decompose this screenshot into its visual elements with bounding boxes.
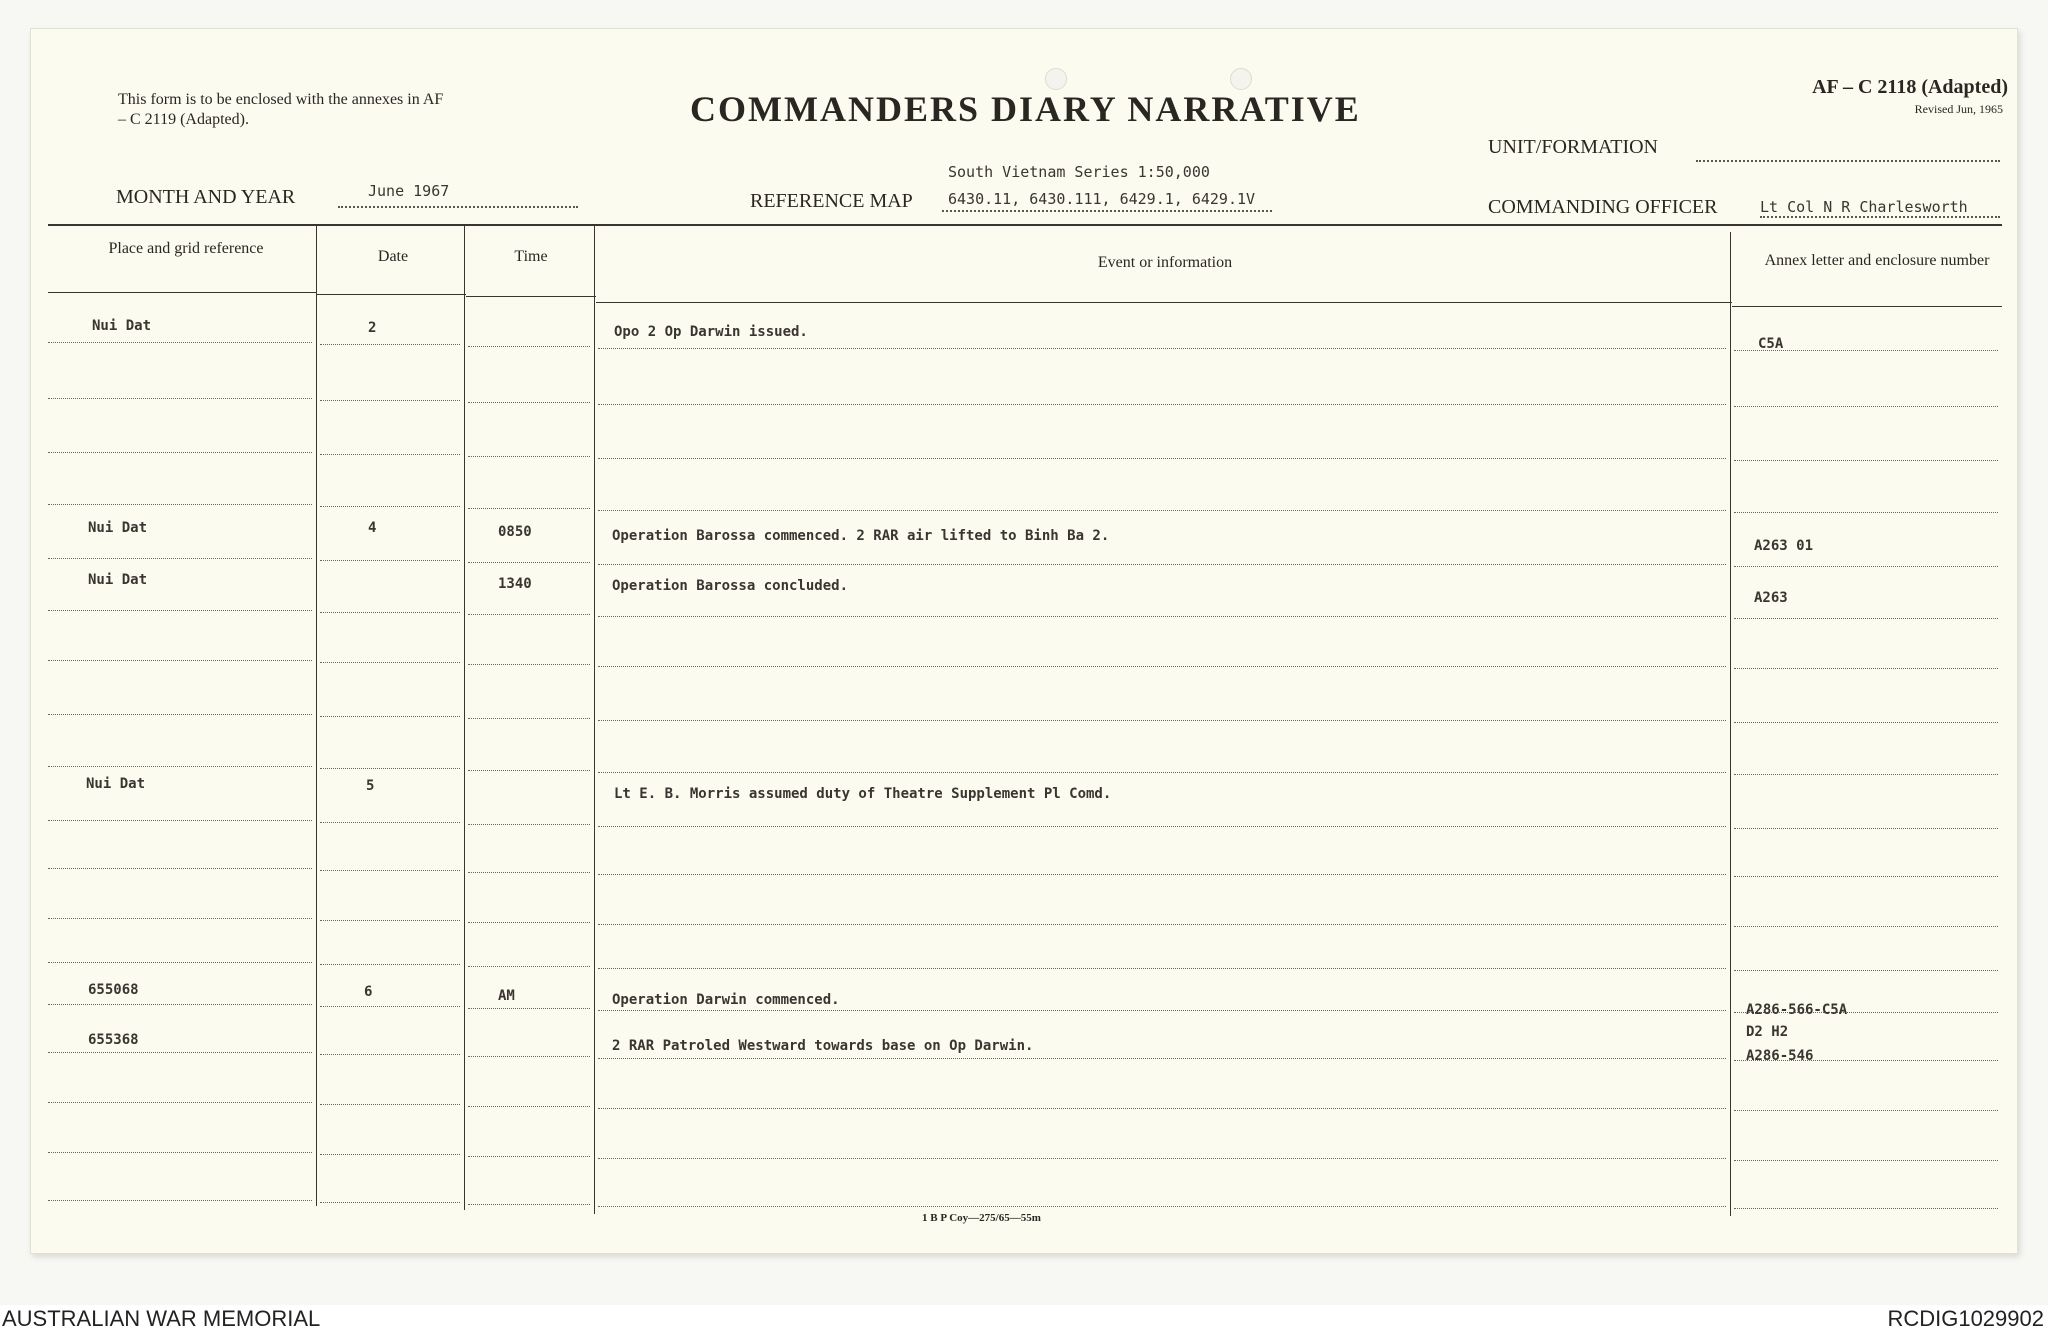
ruled-line <box>598 1206 1726 1207</box>
ruled-line <box>1734 876 1998 877</box>
entry-event: 2 RAR Patroled Westward towards base on Op Darwin. <box>612 1038 1034 1054</box>
entry-date: 6 <box>364 984 373 1000</box>
ruled-line <box>1734 1208 1998 1209</box>
ruled-line <box>320 716 460 717</box>
ruled-line <box>598 1010 1726 1011</box>
ruled-line <box>1734 566 1998 567</box>
ruled-line <box>468 966 590 967</box>
ruled-line <box>598 720 1726 721</box>
col-header-time: Time <box>514 248 548 265</box>
ruled-line <box>468 664 590 665</box>
ruled-line <box>598 924 1726 925</box>
ruled-line <box>1734 1160 1998 1161</box>
ruled-line <box>1734 668 1998 669</box>
entry-event: Operation Darwin commenced. <box>612 992 840 1008</box>
ruled-line <box>320 1006 460 1007</box>
entry-place: Nui Dat <box>88 520 148 536</box>
ruled-line <box>468 1106 590 1107</box>
ruled-line <box>320 1054 460 1055</box>
unit-formation-field <box>1696 160 2000 162</box>
entry-annex: A263 01 <box>1754 538 1814 554</box>
ruled-line <box>598 564 1726 565</box>
unit-formation-label: UNIT/FORMATION <box>1488 136 1658 158</box>
ruled-line <box>468 1008 590 1009</box>
entry-place: 655368 <box>88 1032 139 1048</box>
ruled-line <box>598 666 1726 667</box>
ruled-line <box>598 1108 1726 1109</box>
ruled-line <box>468 508 590 509</box>
ruled-line <box>468 456 590 457</box>
ruled-line <box>48 714 312 715</box>
ruled-line <box>468 1156 590 1157</box>
entry-annex: A286-566-C5A <box>1746 1002 1848 1018</box>
header-rule <box>466 296 596 297</box>
punch-hole <box>1230 68 1252 90</box>
entry-annex: C5A <box>1758 336 1784 352</box>
ruled-line <box>320 1202 460 1203</box>
ruled-line <box>48 558 312 559</box>
ruled-line <box>1734 460 1998 461</box>
ruled-line <box>48 918 312 919</box>
col-header-event: Event or information <box>1097 254 1233 271</box>
ruled-line <box>48 868 312 869</box>
month-year-value: June 1967 <box>368 182 450 200</box>
ruled-line <box>468 872 590 873</box>
ruled-line <box>48 1052 312 1053</box>
ruled-line <box>320 964 460 965</box>
ruled-line <box>48 398 312 399</box>
ruled-line <box>598 510 1726 511</box>
entry-place: Nui Dat <box>88 572 148 588</box>
ruled-line <box>48 342 312 343</box>
ruled-line <box>320 454 460 455</box>
ruled-line <box>598 874 1726 875</box>
ruled-line <box>468 402 590 403</box>
ruled-line <box>598 772 1726 773</box>
ruled-line <box>598 404 1726 405</box>
map-series: South Vietnam Series 1:50,000 <box>948 163 1210 181</box>
entry-annex: D2 H2 <box>1746 1024 1789 1040</box>
ruled-line <box>48 1200 312 1201</box>
header-rule <box>596 302 1732 303</box>
reference-map-field <box>942 210 1272 212</box>
column-divider <box>464 226 465 1210</box>
ruled-line <box>48 820 312 821</box>
header-rule <box>1732 306 2002 307</box>
ruled-line <box>1734 722 1998 723</box>
ruled-line <box>1734 828 1998 829</box>
col-header-annex: Annex letter and enclosure number <box>1764 252 1990 269</box>
column-divider <box>1730 232 1731 1216</box>
col-header-place: Place and grid reference <box>108 240 264 257</box>
ruled-line <box>320 612 460 613</box>
column-divider <box>316 226 317 1206</box>
entry-date: 5 <box>366 778 375 794</box>
entry-event: Lt E. B. Morris assumed duty of Theatre Supplement Pl Comd. <box>614 786 1112 802</box>
ruled-line <box>468 1056 590 1057</box>
ruled-line <box>320 1154 460 1155</box>
header-rule <box>316 294 466 295</box>
entry-event: Operation Barossa commenced. 2 RAR air lifted to Binh Ba 2. <box>612 528 1110 544</box>
ruled-line <box>1734 406 1998 407</box>
ruled-line <box>598 458 1726 459</box>
ruled-line <box>320 768 460 769</box>
ruled-line <box>48 1004 312 1005</box>
ruled-line <box>48 452 312 453</box>
entry-event: Operation Barossa concluded. <box>612 578 849 594</box>
ruled-line <box>468 718 590 719</box>
reference-map-label: REFERENCE MAP <box>750 190 913 212</box>
ruled-line <box>320 344 460 345</box>
entry-time: 0850 <box>498 524 532 540</box>
table-top-rule <box>48 224 2002 226</box>
entry-time: AM <box>498 988 515 1004</box>
entry-place: Nui Dat <box>86 776 146 792</box>
ruled-line <box>598 826 1726 827</box>
header-rule <box>48 292 316 293</box>
ruled-line <box>320 920 460 921</box>
ruled-line <box>468 824 590 825</box>
ruled-line <box>320 506 460 507</box>
ruled-line <box>320 870 460 871</box>
ruled-line <box>48 1152 312 1153</box>
form-revision: Revised Jun, 1965 <box>1914 102 2003 116</box>
ruled-line <box>598 616 1726 617</box>
entry-place: Nui Dat <box>92 318 152 334</box>
ruled-line <box>1734 1110 1998 1111</box>
archive-credit: AUSTRALIAN WAR MEMORIAL <box>2 1306 321 1331</box>
entry-place: 655068 <box>88 982 139 998</box>
form-title: COMMANDERS DIARY NARRATIVE <box>690 89 1361 129</box>
ruled-line <box>468 1204 590 1205</box>
col-header-date: Date <box>377 248 409 265</box>
ruled-line <box>1734 926 1998 927</box>
printer-imprint: 1 B P Coy—275/65—55m <box>922 1212 1041 1224</box>
ruled-line <box>598 968 1726 969</box>
entry-date: 2 <box>368 320 377 336</box>
ruled-line <box>598 1158 1726 1159</box>
entry-annex: A286-546 <box>1746 1048 1814 1064</box>
commanding-officer-field <box>1760 216 2000 218</box>
ruled-line <box>320 822 460 823</box>
ruled-line <box>598 1058 1726 1059</box>
column-divider <box>594 226 595 1214</box>
ruled-line <box>48 962 312 963</box>
ruled-line <box>320 560 460 561</box>
entry-event: Opo 2 Op Darwin issued. <box>614 324 808 340</box>
month-year-label: MONTH AND YEAR <box>116 186 296 208</box>
entry-annex: A263 <box>1754 590 1788 606</box>
ruled-line <box>320 400 460 401</box>
enclosure-note: This form is to be enclosed with the annexes in AF – C 2119 (Adapted). <box>118 91 444 128</box>
month-year-field <box>338 206 578 208</box>
ruled-line <box>468 562 590 563</box>
ruled-line <box>48 660 312 661</box>
ruled-line <box>320 662 460 663</box>
ruled-line <box>468 614 590 615</box>
form-code: AF – C 2118 (Adapted) <box>1812 76 2008 98</box>
ruled-line <box>468 770 590 771</box>
ruled-line <box>320 1104 460 1105</box>
ruled-line <box>1734 618 1998 619</box>
ruled-line <box>48 766 312 767</box>
entry-time: 1340 <box>498 576 532 592</box>
ruled-line <box>598 348 1726 349</box>
archive-id: RCDIG1029902 <box>1887 1306 2044 1331</box>
entry-date: 4 <box>368 520 377 536</box>
ruled-line <box>1734 774 1998 775</box>
ruled-line <box>1734 970 1998 971</box>
ruled-line <box>48 610 312 611</box>
reference-map-value: 6430.11, 6430.111, 6429.1, 6429.1V <box>948 190 1256 208</box>
ruled-line <box>468 346 590 347</box>
commanding-officer-label: COMMANDING OFFICER <box>1488 196 1718 218</box>
ruled-line <box>1734 512 1998 513</box>
punch-hole <box>1045 68 1067 90</box>
ruled-line <box>48 504 312 505</box>
ruled-line <box>48 1102 312 1103</box>
ruled-line <box>468 922 590 923</box>
commanding-officer-value: Lt Col N R Charlesworth <box>1760 198 1968 216</box>
